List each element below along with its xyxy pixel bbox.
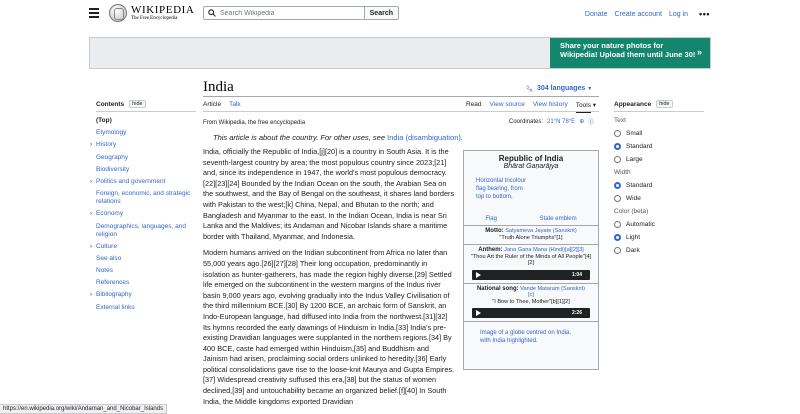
status-bar-url: https://en.wikipedia.org/wiki/Andaman_and_Nicobar_Islands bbox=[0, 404, 167, 414]
width-options bbox=[614, 182, 704, 202]
toc-item[interactable] bbox=[90, 177, 196, 186]
toc-item-label: Bibliography bbox=[96, 291, 132, 299]
more-options-icon[interactable]: ••• bbox=[699, 9, 710, 19]
user-links bbox=[585, 9, 710, 19]
color-option[interactable] bbox=[614, 221, 704, 228]
radio-button[interactable] bbox=[614, 156, 621, 163]
toc-header bbox=[96, 100, 196, 112]
appearance-hide-button[interactable]: hide bbox=[656, 100, 672, 108]
text-size-option[interactable] bbox=[614, 130, 704, 137]
tab-talk[interactable]: Talk bbox=[229, 101, 241, 108]
radio-button[interactable] bbox=[614, 182, 621, 189]
toc-item-label: Geography bbox=[96, 153, 129, 161]
color-label: Color (beta) bbox=[614, 208, 649, 215]
toc-item[interactable] bbox=[96, 223, 196, 239]
appearance-panel bbox=[614, 100, 704, 260]
toc-item[interactable] bbox=[96, 166, 196, 174]
tab-read[interactable]: Read bbox=[466, 101, 482, 112]
hatnote-suffix: . bbox=[460, 133, 464, 142]
chevron-right-icon[interactable]: › bbox=[90, 142, 92, 149]
play-icon[interactable] bbox=[476, 310, 481, 316]
toc-item-label: History bbox=[96, 141, 117, 149]
chevron-down-icon: ▾ bbox=[588, 85, 592, 92]
donate-link[interactable]: Donate bbox=[584, 10, 608, 18]
national-song-label: National song: bbox=[476, 285, 519, 292]
infobox-divider bbox=[464, 321, 598, 322]
infobox-title: Republic of India bbox=[498, 154, 564, 163]
coordinates-label: Coordinates: bbox=[509, 118, 544, 125]
text-size-option[interactable] bbox=[614, 143, 704, 150]
chevron-right-icon: » bbox=[696, 47, 702, 57]
globe-image-alt[interactable]: Image of a globe centred on India, with India highlighted. bbox=[480, 330, 572, 344]
banner-cta-text: Share your nature photos for Wikipedia! Upload them until June 30! bbox=[560, 41, 696, 59]
toc-heading: Contents bbox=[96, 100, 125, 108]
width-label: Width bbox=[614, 169, 631, 176]
national-song-note: [c] bbox=[528, 292, 534, 298]
color-option-label: Dark bbox=[626, 247, 640, 254]
history-paragraph: Modern humans arrived on the Indian subcontinent from Africa no later than 55,000 years ago.[26][27][28] Their long occupation, predominantly in isolation as hunter-gatherers, has made the region highly diverse.[29] Settled life emerged on the subcontinent in the western margins of the Indus river basin 9,000 years ago, evolving gradually into the Indus Valley Civilisation of the third millennium BCE.[30] By 1200 BCE, an archaic form of Sanskrit, an Indo-European language, had diffused into India from the northwest.[31][32] Its hymns recorded the early dawnings of Hinduism in India.[33] India's pre-existing Dravidian languages were supplanted in the northern regions.[34] By 400 BCE, caste had emerged within Hinduism,[35] and Buddhism and Jainism had arisen, proclaiming social orders unlinked to heredity.[36] Early political consolidations gave rise to the loose-knit Maurya and Gupta Empires.[37] Widespread creativity suffused this era,[38] but the status of women declined,[39] and untouchability became an organized belief.[f][40] In South India, the Middle kingdoms exported Dravidian bbox=[203, 248, 455, 406]
disambiguation-link[interactable]: India (disambiguation) bbox=[387, 133, 461, 142]
infobox-images bbox=[464, 174, 598, 226]
toc-item[interactable] bbox=[96, 154, 196, 162]
anthem-row bbox=[464, 247, 598, 254]
edit-links-icon[interactable]: Ⓔ bbox=[588, 120, 595, 126]
lead-paragraph: India, officially the Republic of India,[j][20] is a country in South Asia. It is the seventh-largest country by area; the most populous country since 2023;[21] and, since its independence in 1947, the world's most populous democracy.[22][23][24] Bounded by the Indian Ocean on the south, the Arabian Sea on the southwest, and the Bay of Bengal on the southeast, it shares land borders with Pakistan to the west;[k] China, Nepal, and Bhutan to the north; and Bangladesh and Myanmar to the east. In the Indian Ocean, India is near Sri Lanka and the Maldives; its Andaman and Nicobar Islands share a maritime border with Thailand, Myanmar, and Indonesia. bbox=[203, 147, 455, 241]
coordinates-link[interactable]: 21°N 78°E bbox=[547, 118, 576, 125]
main-menu-icon[interactable] bbox=[89, 8, 99, 18]
language-button[interactable] bbox=[525, 84, 591, 92]
radio-button[interactable] bbox=[614, 221, 621, 228]
toc-item-label: Economy bbox=[96, 210, 124, 218]
toc-item[interactable] bbox=[96, 117, 196, 125]
toc-item-label: Etymology bbox=[96, 129, 127, 137]
tabs-divider bbox=[203, 111, 599, 112]
toc-item[interactable] bbox=[96, 190, 196, 206]
toc-item-label: Politics and government bbox=[96, 177, 166, 185]
text-size-option[interactable] bbox=[614, 156, 704, 163]
chevron-right-icon[interactable]: › bbox=[90, 178, 92, 185]
globe-icon[interactable]: ⊕ bbox=[579, 119, 585, 125]
color-option[interactable] bbox=[614, 247, 704, 254]
chevron-right-icon[interactable]: › bbox=[90, 292, 92, 299]
anthem-link[interactable]: Jana Gana Mana (Hindi)[a][2][3] bbox=[504, 247, 584, 253]
anthem-duration: 1:04 bbox=[571, 271, 582, 278]
color-option-label: Light bbox=[626, 234, 641, 241]
infobox-divider bbox=[464, 283, 598, 284]
toc-item[interactable] bbox=[96, 279, 196, 287]
flag-image-alt[interactable]: Horizontal tricolour flag bearing, from top to bottom, bbox=[476, 178, 527, 200]
svg-text:A: A bbox=[529, 88, 533, 92]
toc-hide-button[interactable]: hide bbox=[129, 100, 145, 108]
appearance-heading: Appearance bbox=[614, 100, 652, 108]
header bbox=[0, 0, 800, 28]
song-duration: 2:26 bbox=[571, 310, 582, 316]
toc-item-label: Demographics, languages, and religion bbox=[96, 222, 186, 238]
color-option-label: Automatic bbox=[626, 221, 655, 228]
toc-item-label: Notes bbox=[96, 267, 113, 275]
create-account-link[interactable]: Create account bbox=[614, 10, 662, 18]
table-of-contents bbox=[90, 100, 196, 316]
flag-link[interactable]: Flag bbox=[485, 216, 497, 222]
anthem-label: Anthem: bbox=[478, 247, 503, 253]
text-size-option-label: Standard bbox=[626, 143, 653, 150]
text-size-option-label: Small bbox=[626, 130, 643, 137]
color-option[interactable] bbox=[614, 234, 704, 241]
title-divider bbox=[203, 96, 599, 97]
infobox-divider bbox=[464, 244, 598, 245]
fundraising-banner bbox=[89, 37, 711, 69]
toc-item-label: External links bbox=[96, 303, 135, 311]
toc-item[interactable] bbox=[90, 242, 196, 251]
anthem-audio-player[interactable] bbox=[472, 270, 590, 280]
toc-item-label: Biodiversity bbox=[96, 165, 130, 173]
text-size-option-label: Large bbox=[626, 156, 643, 163]
hatnote bbox=[213, 133, 463, 142]
tab-view-history[interactable]: View history bbox=[532, 101, 568, 108]
infobox bbox=[463, 150, 599, 370]
chevron-right-icon[interactable]: › bbox=[90, 243, 92, 250]
hatnote-text: This article is about the country. For other uses, see bbox=[213, 133, 386, 142]
coordinates bbox=[509, 117, 594, 126]
toc-item[interactable] bbox=[96, 304, 196, 312]
logo-wordmark: WIKIPEDIA bbox=[131, 3, 195, 16]
svg-text:文: 文 bbox=[525, 85, 531, 92]
toc-item-label: References bbox=[96, 279, 130, 287]
song-audio-player[interactable] bbox=[472, 308, 590, 318]
toc-list bbox=[90, 117, 196, 312]
toc-item[interactable] bbox=[90, 291, 196, 299]
radio-button[interactable] bbox=[614, 143, 621, 150]
tab-article[interactable]: Article bbox=[203, 101, 221, 112]
page-title: India bbox=[203, 79, 234, 95]
motto-label: Motto: bbox=[485, 228, 504, 234]
toc-item[interactable] bbox=[90, 210, 196, 218]
radio-button[interactable] bbox=[614, 247, 621, 254]
chevron-right-icon[interactable]: › bbox=[90, 211, 92, 218]
search-icon bbox=[208, 9, 216, 17]
width-option[interactable] bbox=[614, 182, 704, 189]
toc-item-label: (Top) bbox=[96, 117, 112, 124]
national-song-link[interactable]: Vande Mataram (Sanskrit) bbox=[520, 285, 586, 292]
motto-translation: "Truth Alone Triumphs"[1] bbox=[499, 234, 563, 241]
wikipedia-logo[interactable] bbox=[109, 4, 194, 22]
text-size-options bbox=[614, 130, 704, 163]
text-size-label: Text bbox=[614, 117, 626, 124]
toc-item[interactable] bbox=[96, 255, 196, 263]
chevron-down-icon: ▾ bbox=[592, 102, 597, 109]
search-input[interactable] bbox=[220, 10, 360, 17]
toc-item-label: See also bbox=[96, 254, 122, 262]
tools-label: Tools bbox=[576, 102, 591, 113]
toc-item[interactable] bbox=[90, 141, 196, 149]
tab-view-source[interactable]: View source bbox=[489, 101, 525, 108]
banner-cta[interactable] bbox=[550, 38, 710, 68]
appearance-header bbox=[614, 100, 704, 112]
search-box bbox=[203, 6, 365, 20]
motto-link[interactable]: Satyameva Jayate (Sanskrit) bbox=[505, 228, 577, 234]
globe-logo-icon bbox=[109, 4, 127, 22]
national-song-translation: "I Bow to Thee, Mother"[b][1][2] bbox=[492, 298, 570, 305]
width-option-label: Standard bbox=[626, 182, 653, 189]
translate-icon bbox=[525, 84, 534, 92]
logo-tagline: The Free Encyclopedia bbox=[131, 15, 178, 21]
search-form bbox=[203, 6, 399, 20]
toc-item[interactable] bbox=[96, 267, 196, 275]
width-option[interactable] bbox=[614, 195, 704, 202]
state-emblem-link[interactable]: State emblem bbox=[539, 216, 577, 222]
width-option-label: Wide bbox=[626, 195, 641, 202]
anthem-translation: "Thou Art the Ruler of the Minds of All People"[4][2] bbox=[470, 253, 592, 266]
radio-button[interactable] bbox=[614, 195, 621, 202]
play-icon[interactable] bbox=[476, 272, 481, 278]
language-count: 304 languages bbox=[537, 84, 586, 92]
color-options bbox=[614, 221, 704, 254]
toc-item[interactable] bbox=[96, 129, 196, 137]
toc-item-label: Culture bbox=[96, 242, 117, 250]
search-button[interactable]: Search bbox=[365, 6, 399, 20]
toc-item-label: Foreign, economic, and strategic relations bbox=[96, 190, 191, 206]
infobox-subtitle: Bhārat Gaṇarājya bbox=[503, 163, 559, 170]
tagline: From Wikipedia, the free encyclopedia bbox=[203, 120, 306, 126]
login-link[interactable]: Log in bbox=[668, 10, 689, 18]
radio-button[interactable] bbox=[614, 234, 621, 241]
radio-button[interactable] bbox=[614, 130, 621, 137]
article-body bbox=[203, 147, 455, 413]
